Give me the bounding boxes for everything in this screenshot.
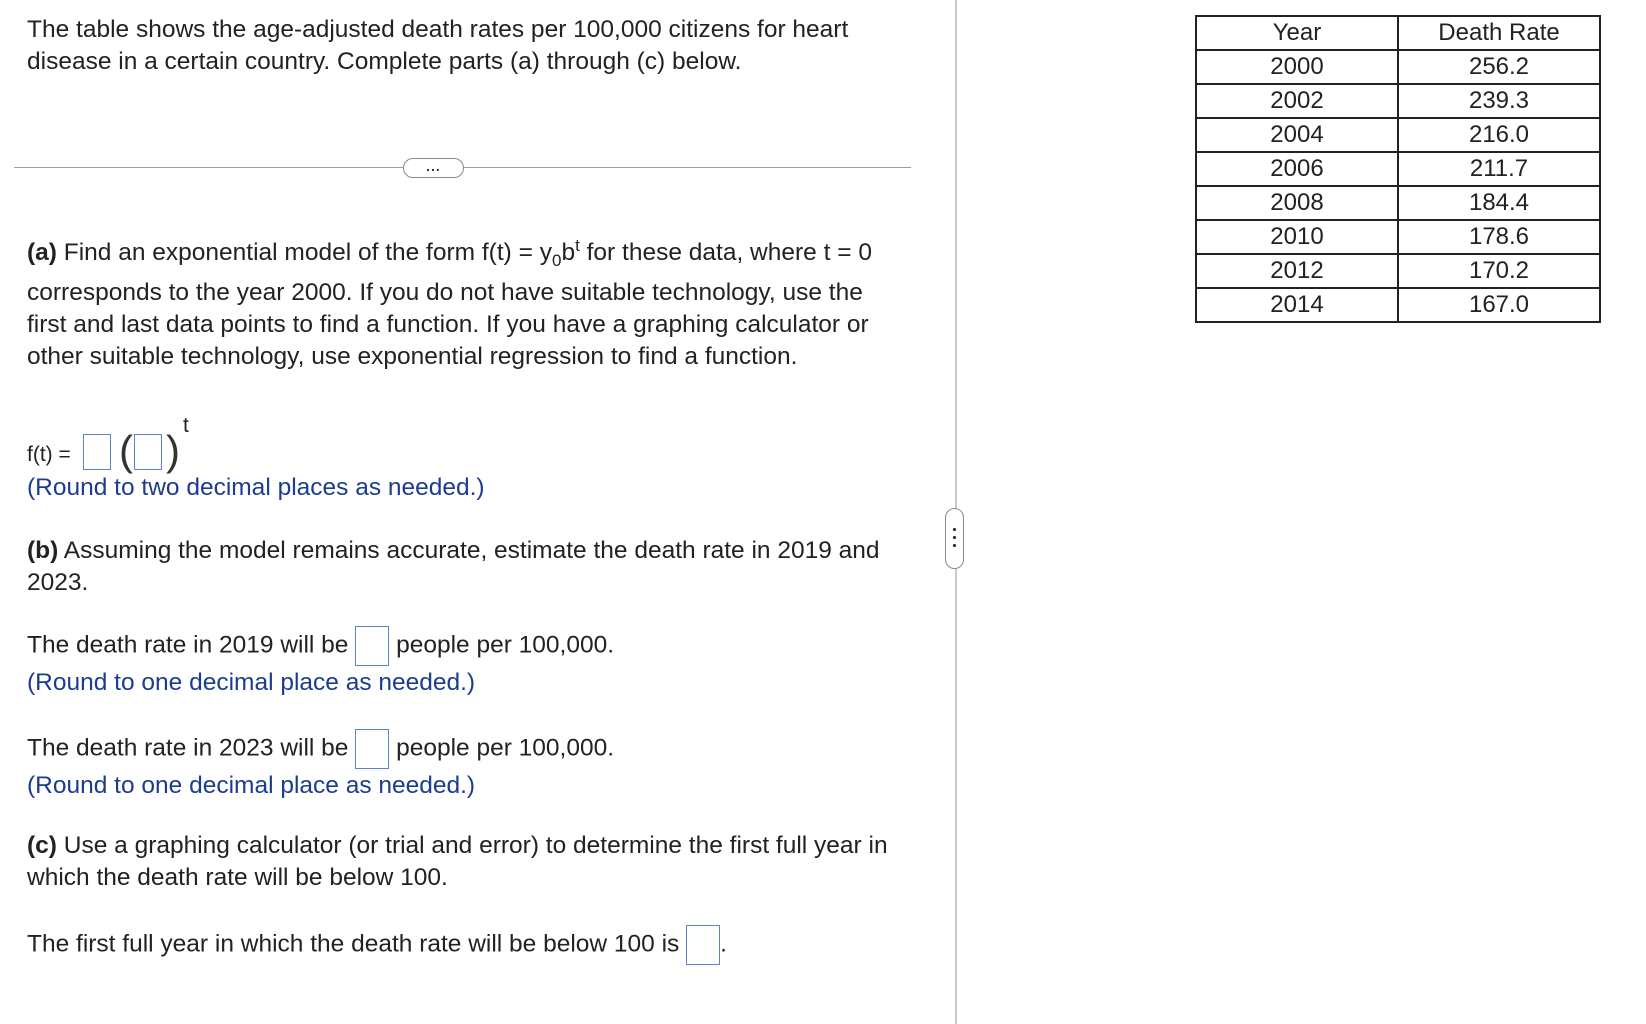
rate-2019-pre: The death rate in 2019 will be bbox=[27, 631, 349, 659]
part-a-sub: 0 bbox=[551, 251, 562, 271]
cell-rate: 211.7 bbox=[1398, 152, 1600, 186]
rate-2023-input[interactable] bbox=[355, 729, 389, 769]
cell-year: 2004 bbox=[1196, 118, 1398, 152]
rate-2023-pre: The death rate in 2023 will be bbox=[27, 734, 349, 762]
below-100-input[interactable] bbox=[686, 925, 720, 965]
cell-rate: 184.4 bbox=[1398, 186, 1600, 220]
cell-year: 2006 bbox=[1196, 152, 1398, 186]
part-a-sup: t bbox=[575, 236, 580, 255]
ft-label: f(t) = bbox=[27, 443, 71, 466]
part-b-text: Assuming the model remains accurate, estimate the death rate in 2019 and 2023. bbox=[27, 537, 880, 596]
part-c-text: Use a graphing calculator (or trial and error) to determine the first full year in which the death rate will be below 100. bbox=[27, 832, 888, 891]
cell-rate: 239.3 bbox=[1398, 84, 1600, 118]
death-rate-table bbox=[1195, 15, 1601, 323]
part-a-text-1: Find an exponential model of the form f(t) = y bbox=[56, 239, 552, 267]
table-row bbox=[1196, 254, 1600, 288]
y0-input[interactable] bbox=[83, 434, 111, 470]
part-a-text-3: for these data, where t = 0 corresponds to the year 2000. If you do not have suitable technology, use the first and last data points to find a function. If you have a graphing calculator or other suitable technology, use exponential regression to find a function. bbox=[27, 239, 872, 371]
header-death-rate: Death Rate bbox=[1398, 16, 1600, 50]
expand-button[interactable]: ... bbox=[403, 158, 464, 178]
part-c-prompt bbox=[27, 830, 907, 894]
table-row bbox=[1196, 152, 1600, 186]
question-intro: The table shows the age-adjusted death rates per 100,000 citizens for heart disease in a certain country. Complete parts (a) through (c) below. bbox=[27, 16, 849, 75]
part-a-text-2: b bbox=[561, 239, 576, 267]
cell-rate: 167.0 bbox=[1398, 288, 1600, 322]
table-row bbox=[1196, 288, 1600, 322]
cell-year: 2010 bbox=[1196, 220, 1398, 254]
below-100-pre: The first full year in which the death rate will be below 100 is bbox=[27, 930, 680, 958]
rate-2019-post: people per 100,000. bbox=[396, 631, 615, 659]
cell-year: 2002 bbox=[1196, 84, 1398, 118]
table-row bbox=[1196, 118, 1600, 152]
part-a-hint: (Round to two decimal places as needed.) bbox=[27, 474, 485, 501]
right-paren: ) bbox=[166, 427, 180, 474]
cell-year: 2008 bbox=[1196, 186, 1398, 220]
table-row bbox=[1196, 84, 1600, 118]
cell-rate: 178.6 bbox=[1398, 220, 1600, 254]
cell-rate: 216.0 bbox=[1398, 118, 1600, 152]
rate-2019-hint: (Round to one decimal place as needed.) bbox=[27, 669, 476, 696]
table-row bbox=[1196, 220, 1600, 254]
cell-rate: 256.2 bbox=[1398, 50, 1600, 84]
splitter-handle[interactable] bbox=[945, 508, 964, 569]
part-b-prompt bbox=[27, 535, 907, 599]
rate-2019-line bbox=[27, 626, 614, 666]
rate-2019-input[interactable] bbox=[355, 626, 389, 666]
b-input[interactable] bbox=[134, 434, 162, 470]
part-c-label: (c) bbox=[27, 832, 57, 859]
table-row bbox=[1196, 186, 1600, 220]
rate-2023-line bbox=[27, 729, 614, 769]
table-row bbox=[1196, 50, 1600, 84]
part-a-prompt bbox=[27, 230, 907, 373]
table-header-row bbox=[1196, 16, 1600, 50]
cell-year: 2000 bbox=[1196, 50, 1398, 84]
left-paren: ( bbox=[119, 427, 133, 474]
part-b-label: (b) bbox=[27, 537, 59, 564]
cell-rate: 170.2 bbox=[1398, 254, 1600, 288]
rate-2023-post: people per 100,000. bbox=[396, 734, 615, 762]
part-a-label: (a) bbox=[27, 239, 57, 267]
cell-year: 2014 bbox=[1196, 288, 1398, 322]
t-exponent: t bbox=[183, 414, 189, 437]
below-100-line bbox=[27, 925, 727, 965]
below-100-post: . bbox=[720, 930, 727, 958]
rate-2023-hint: (Round to one decimal place as needed.) bbox=[27, 772, 476, 799]
header-year: Year bbox=[1196, 16, 1398, 50]
cell-year: 2012 bbox=[1196, 254, 1398, 288]
